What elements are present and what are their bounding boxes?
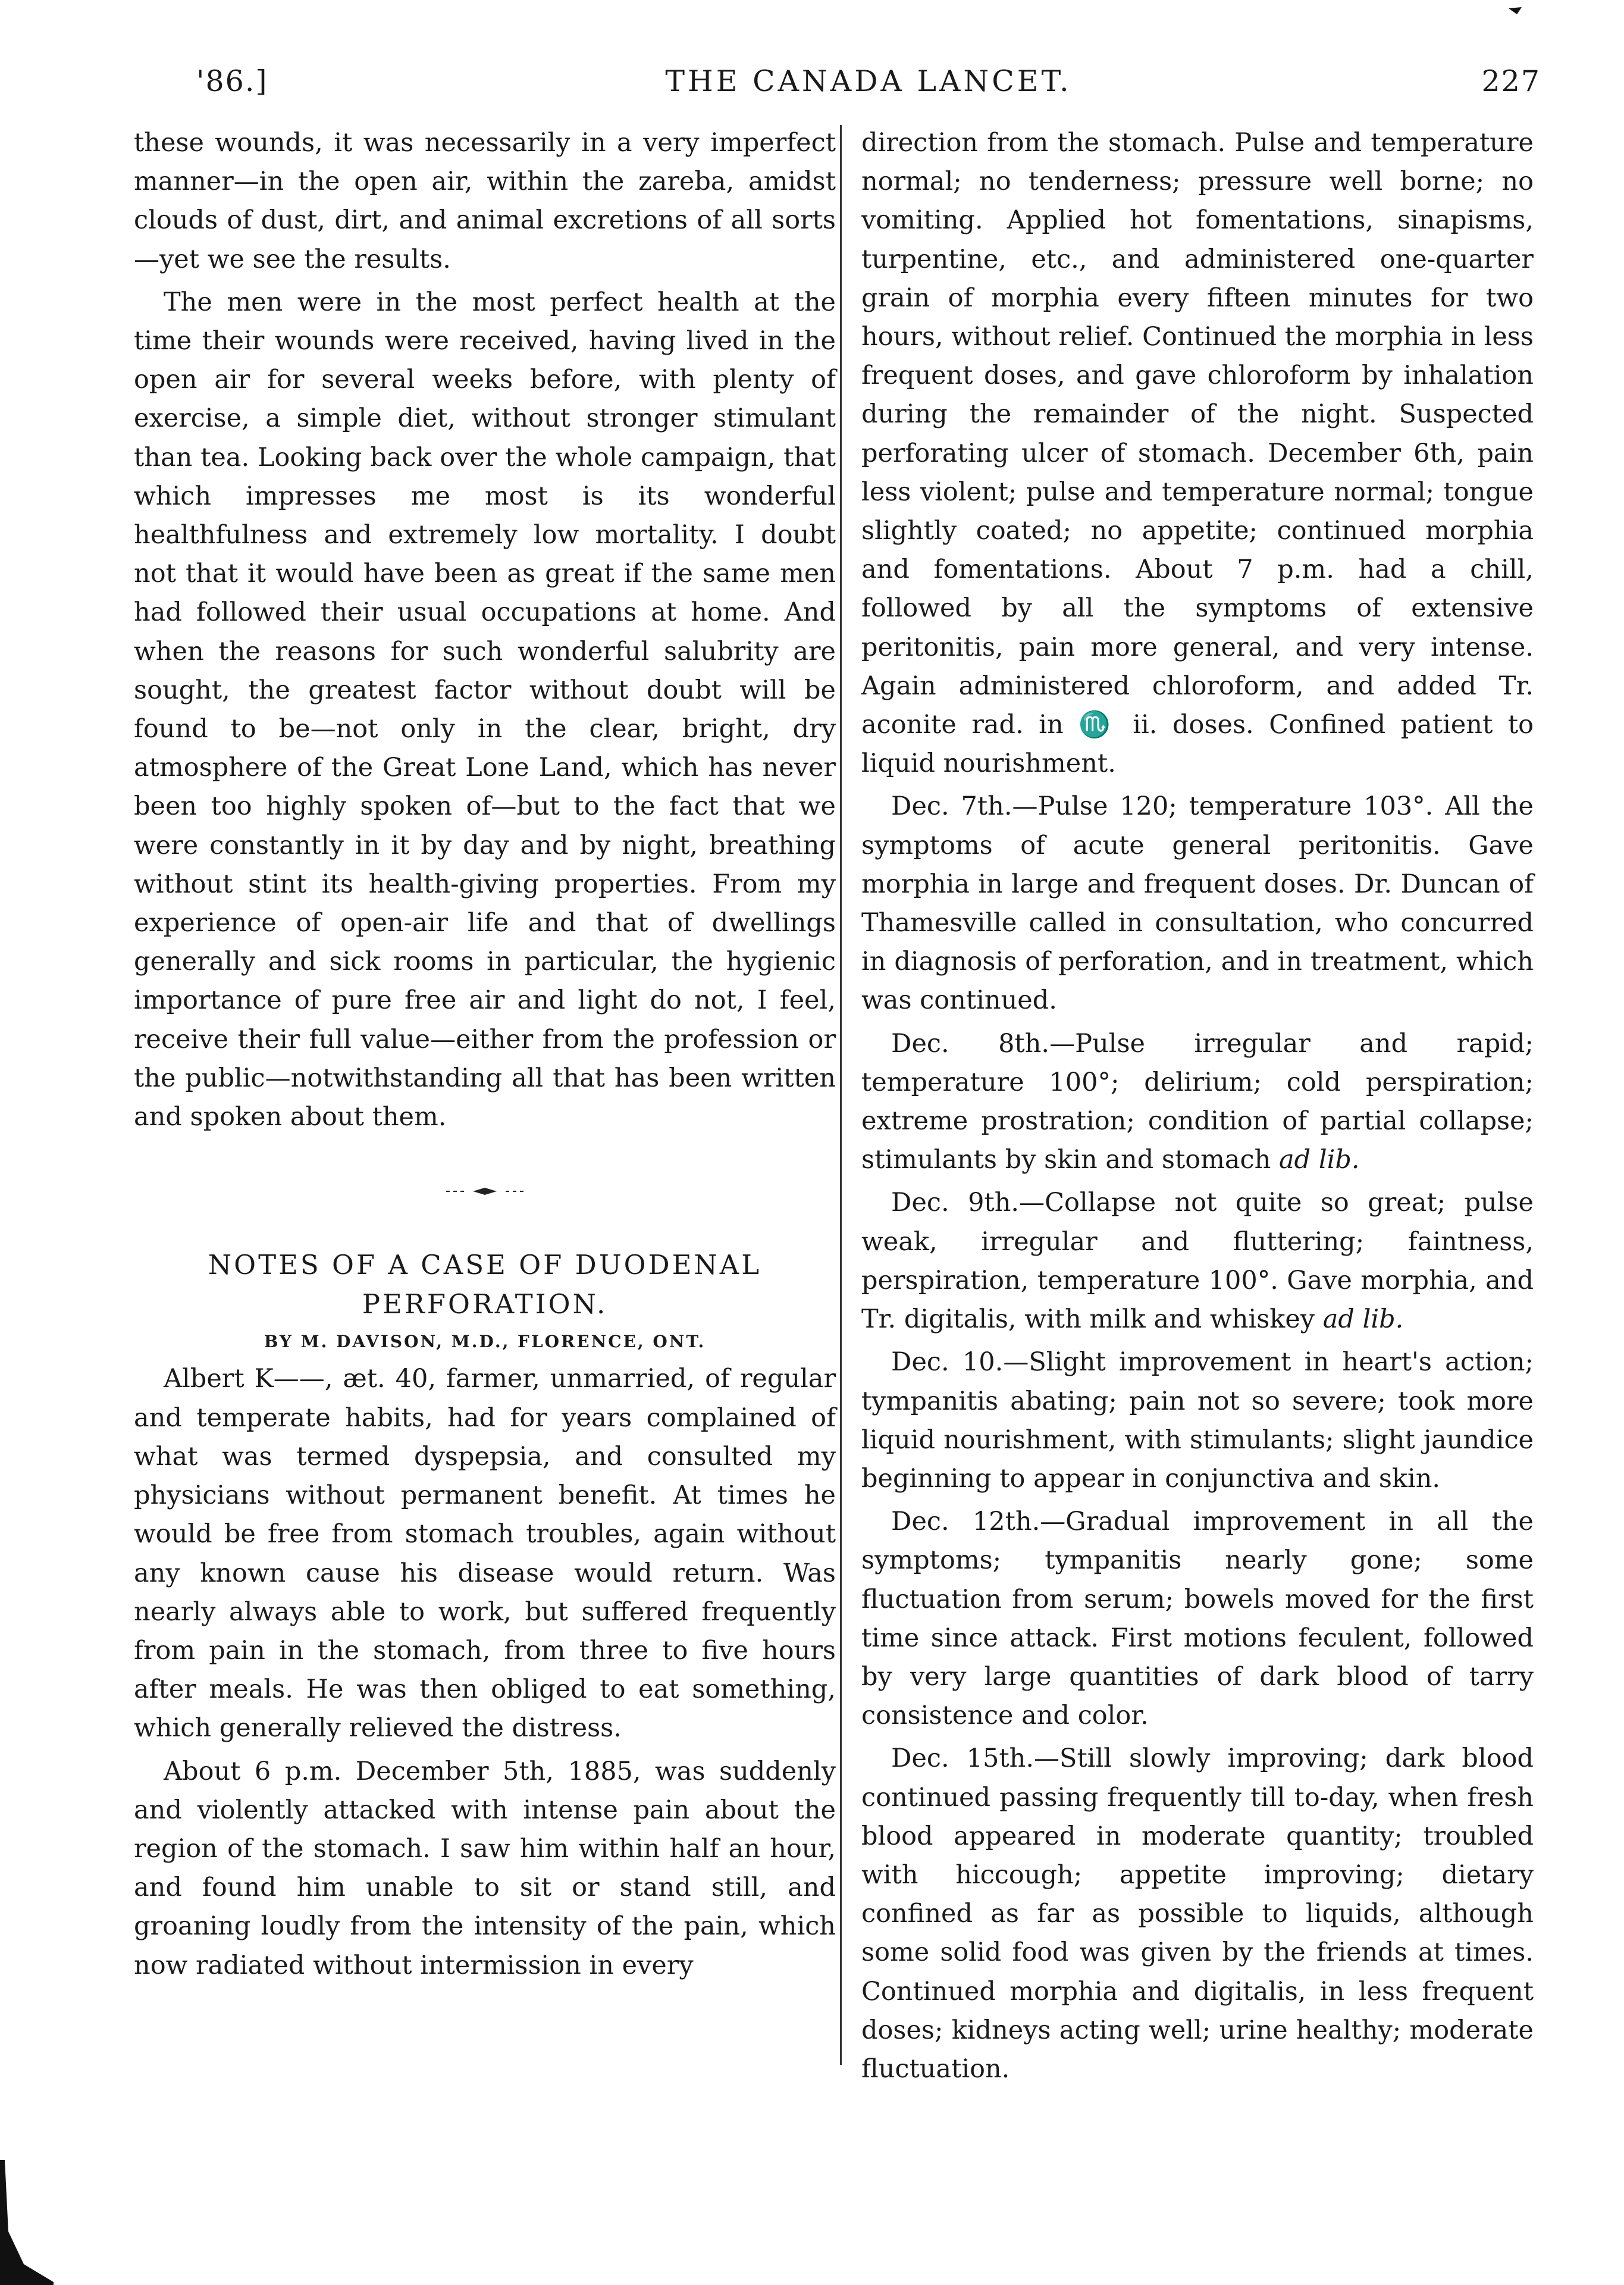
ornament-rule-icon [440, 1187, 529, 1196]
scan-speck-mark [1509, 7, 1522, 14]
article-title-line-1: NOTES OF A CASE OF DUODENAL [208, 1249, 762, 1281]
right-column [861, 124, 1534, 2089]
paragraph: these wounds, it was necessarily in a very imperfect manner—in the open air, within the zareba, amidst clouds of dust, dirt, and animal excretions of all sorts—yet we see the results. [134, 128, 836, 274]
daily-entry [861, 1343, 1534, 1498]
journal-title: THE CANADA LANCET. [665, 64, 1072, 98]
paragraph: direction from the stomach. Pulse and temperature normal; no tenderness; pressure well borne; no vomiting. Applied hot fomentations, sinapisms, turpentine, etc., and administered one-quarter grain of morphia every fifteen minutes for two hours, without relief. Continued the morphia in less frequent doses, and gave chloroform by inhalation during the remainder of the night. Suspected perforating ulcer of stomach. December 6th, pain less violent; pulse and temperature normal; tongue slightly coated; no appetite; continued morphia and fomentations. About 7 p.m. had a chill, followed by all the symptoms of extensive peritonitis, pain more general, and very intense. Again administered chloroform, and added Tr. aconite rad. in ♏ ii. doses. Confined patient to liquid nourishment. [861, 128, 1534, 779]
entry-text: Dec. 12th.—Gradual improvement in all the symptoms; tympanitis nearly gone; some fluctuation from serum; bowels moved for the first time since attack. First motions feculent, followed by very large quantities of dark blood of tarry consistence and color. [861, 1507, 1534, 1731]
byline: BY M. DAVISON, M.D., FLORENCE, ONT. [264, 1332, 706, 1352]
entry-text: Dec. 7th.—Pulse 120; temperature 103°. All the symptoms of acute general peritonitis. Gave morphia in large and frequent doses. Dr. Duncan of Thamesville called in consultation, who concurred in diagnosis of perforation, and in treatment, which was continued. [861, 791, 1534, 1016]
daily-entry [861, 1025, 1534, 1180]
column-divider [840, 125, 842, 2065]
daily-entry [861, 1739, 1534, 2089]
running-head [196, 64, 1541, 112]
entry-emphasis: ad lib. [1279, 1145, 1360, 1175]
article-title-line-2: PERFORATION. [362, 1288, 608, 1320]
page-number: 227 [1481, 64, 1541, 98]
page-reference: '86.] [196, 64, 268, 98]
daily-entry [861, 1184, 1534, 1339]
paragraph: Albert K——, æt. 40, farmer, unmarried, of regular and temperate habits, had for years complained of what was termed dyspepsia, and consulted my physicians without permanent benefit. At times he would be free from stomach troubles, again without any known cause his disease would return. Was nearly always able to work, but suffered frequently from pain in the stomach, from three to five hours after meals. He was then obliged to eat something, which generally relieved the distress. [134, 1364, 836, 1744]
entry-emphasis: ad lib. [1322, 1304, 1404, 1335]
paragraph: About 6 p.m. December 5th, 1885, was suddenly and violently attacked with intense pain about the region of the stomach. I saw him within half an hour, and found him unable to sit or stand still, and groaning loudly from the intensity of the pain, which now radiated without intermission in every [134, 1756, 836, 1980]
left-column [134, 124, 836, 1985]
daily-entry [861, 1503, 1534, 1735]
paragraph: The men were in the most perfect health at the time their wounds were received, having lived in the open air for several weeks before, with plenty of exercise, a simple diet, without stronger stimulant than tea. Looking back over the whole campaign, that which impresses me most is its wonderful healthfulness and extremely low mortality. I doubt not that it would have been as great if the same men had followed their usual occupations at home. And when the reasons for such wonderful salubrity are sought, the greatest factor without doubt will be found to be—not only in the clear, bright, dry atmosphere of the Great Lone Land, which has never been too highly spoken of—but to the fact that we were constantly in it by day and by night, breathing without stint its health-giving properties. From my experience of open-air life and that of dwellings generally and sick rooms in particular, the hygienic importance of pure free air and light do not, I feel, receive their full value—either from the profession or the public—notwithstanding all that has been written and spoken about them. [134, 287, 836, 1132]
entry-text: Dec. 10.—Slight improvement in heart's action; tympanitis abating; pain not so severe; took more liquid nourishment, with stimulants; slight jaundice beginning to appear in conjunctiva and skin. [861, 1347, 1534, 1494]
daily-entry [861, 787, 1534, 1020]
section-ornament [134, 1171, 836, 1210]
entry-text: Dec. 15th.—Still slowly improving; dark blood continued passing frequently till to-day, when fresh blood appeared in moderate quantity; troubled with hiccough; appetite improving; dietary confined as far as possible to liquids, although some solid food was given by the friends at times. Continued morphia and digitalis, in less frequent doses; kidneys acting well; urine healthy; moderate fluctuation. [861, 1744, 1534, 2084]
entry-text: Dec. 9th.—Collapse not quite so great; pulse weak, irregular and fluttering; faintness, perspiration, temperature 100°. Gave morphia, and Tr. digitalis, with milk and whiskey [861, 1188, 1534, 1335]
entry-text: Dec. 8th.—Pulse irregular and rapid; temperature 100°; delirium; cold perspiration; extreme prostration; condition of partial collapse; stimulants by skin and stomach [861, 1028, 1534, 1175]
scan-edge-mark [0, 2160, 54, 2285]
